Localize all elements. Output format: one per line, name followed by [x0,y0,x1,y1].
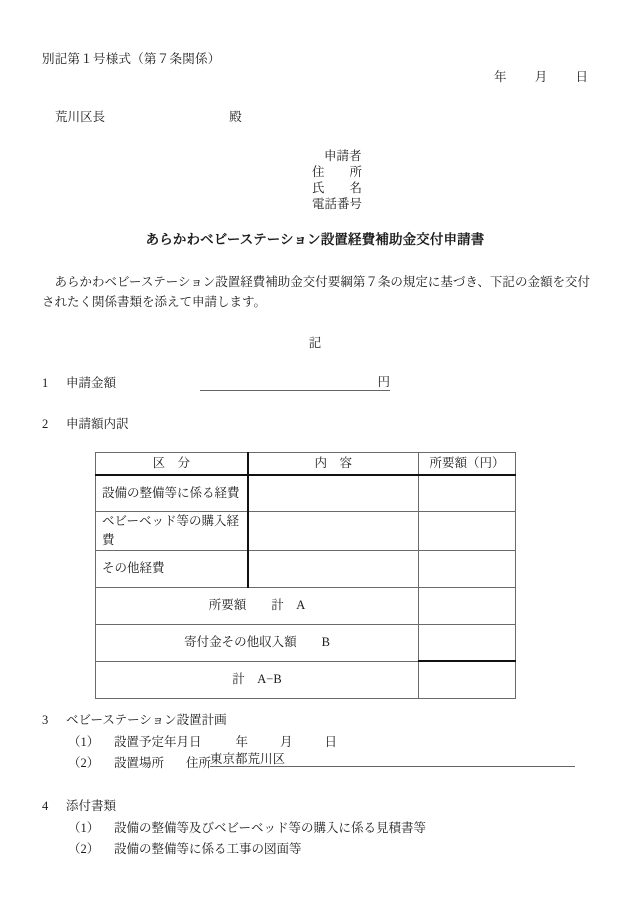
section-4-item-2-text: 設備の整備等に係る工事の図面等 [114,842,302,856]
row-content-0[interactable] [248,475,419,512]
section-2-title: 申請額内訳 [66,417,129,431]
summary-amount-0[interactable] [419,587,516,624]
table-header-category: 区 分 [96,453,248,475]
addressee-honorific: 殿 [229,110,242,124]
application-amount-field[interactable] [200,374,390,391]
row-content-1[interactable] [248,512,419,551]
section-3-item-2-marker: （2） [68,756,100,770]
date-year: 年 [493,70,507,84]
table-row [96,624,516,661]
section-3-item-2-label: 設置場所 [114,756,165,770]
section-3-item-2-sublabel: 住所 [186,756,212,770]
section-4-item-2-marker: （2） [68,842,100,856]
table-row [96,475,516,512]
date-day: 日 [575,70,588,84]
cost-breakdown-table [95,452,516,699]
table-row [96,587,516,624]
summary-label-0: 所要額 計 A [96,587,419,624]
applicant-heading: 申請者 [324,149,362,163]
addressee-name: 荒川区長 [55,110,106,124]
section-4-item-1-text: 設備の整備等及びベビーベッド等の購入に係る見積書等 [114,820,427,835]
table-header-content: 内 容 [248,453,419,475]
applicant-phone-label: 電話番号 [312,197,363,211]
summary-label-2: 計 A−B [96,661,419,698]
install-address-field[interactable] [210,750,575,767]
date-line [0,68,588,87]
applicant-block [312,148,362,212]
section-3-item-1-label: 設置予定年月日 [114,734,202,749]
section-2-label [42,415,129,434]
section-3-label [42,710,337,732]
summary-label-1: 寄付金その他収入額 B [96,624,419,661]
applicant-name-label: 氏 名 [312,181,363,195]
date-month: 月 [534,70,548,84]
table-header-amount: 所要額（円） [419,453,516,475]
section-3-title: ベビーステーション設置計画 [66,713,227,727]
planned-date-day: 日 [324,734,338,749]
row-category-0: 設備の整備等に係る経費 [96,475,248,512]
section-4-number: 4 [42,799,49,813]
form-code: 別記第１号様式（第７条関係） [42,52,221,66]
table-row [96,550,516,587]
summary-amount-2[interactable] [419,661,516,698]
planned-date-year: 年 [235,734,249,749]
section-2-number: 2 [42,417,49,431]
row-content-2[interactable] [248,550,419,587]
section-4-label [42,796,426,818]
table-header-row [96,453,516,475]
ki-mark: 記 [308,336,322,350]
section-4-item-1 [42,818,426,840]
summary-amount-1[interactable] [419,624,516,661]
row-category-1: ベビーベッド等の購入経費 [96,512,248,551]
page-title: あらかわベビーステーション設置経費補助金交付申請書 [145,232,485,247]
section-4-item-1-marker: （1） [68,820,100,835]
planned-date-month: 月 [280,734,293,749]
section-1-title: 申請金額 [66,376,117,390]
body-paragraph: あらかわベビーステーション設置経費補助金交付要綱第７条の規定に基づき、下記の金額を交付されたく関係書類を添えて申請します。 [42,275,590,310]
section-4-title: 添付書類 [66,799,117,813]
row-amount-2[interactable] [419,550,516,587]
section-4 [42,796,426,861]
section-1-label [42,374,116,393]
applicant-address-label: 住 所 [312,165,363,179]
application-amount-unit: 円 [377,375,390,389]
section-4-item-2 [42,839,426,861]
install-address-value: 東京都荒川区 [210,752,286,766]
table-row [96,512,516,551]
row-category-2: その他経費 [96,550,248,587]
row-amount-0[interactable] [419,475,516,512]
addressee [55,108,242,127]
row-amount-1[interactable] [419,512,516,551]
table-row [96,661,516,698]
section-3-number: 3 [42,713,49,727]
section-1-number: 1 [42,376,49,390]
section-3-item-1-marker: （1） [68,734,100,749]
